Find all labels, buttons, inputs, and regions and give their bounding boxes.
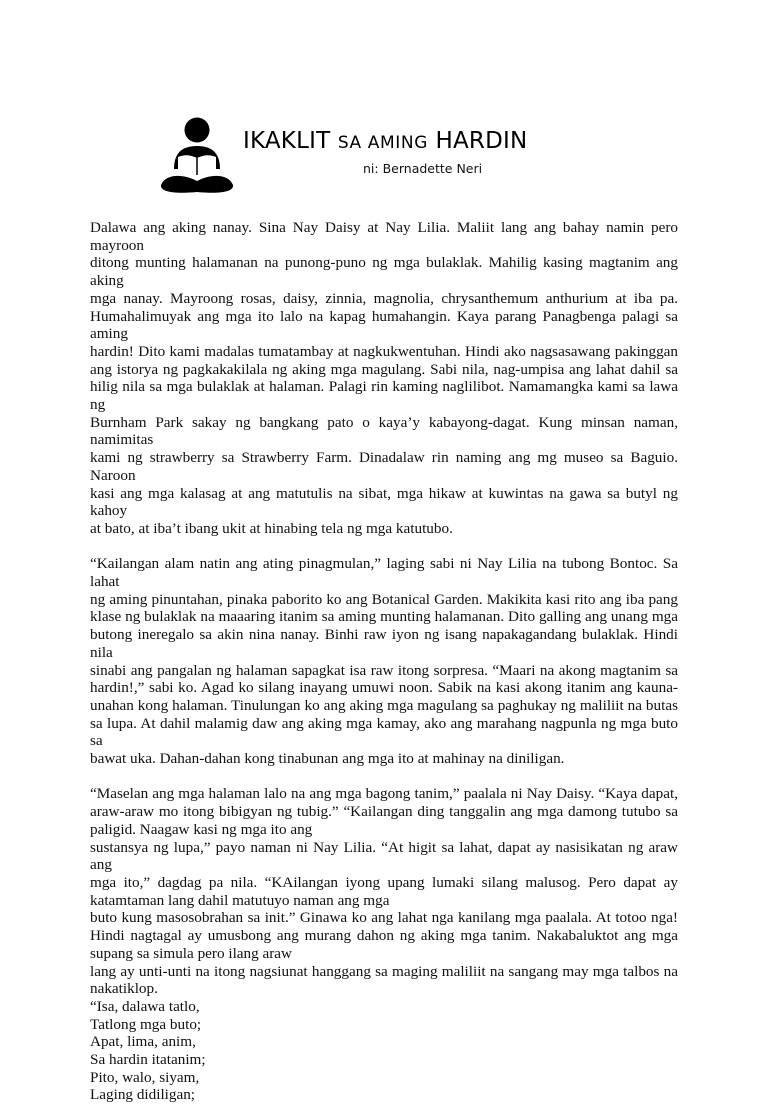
paragraph-line: buto kung masosobrahan sa init.” Ginawa ko ang lahat nga kanilang mga paalala. At totoo nga! xyxy=(90,909,678,927)
person-reading-book-icon xyxy=(160,117,234,195)
paragraph-line: ang istorya ng pagkakakilala ng aking mga magulang. Sabi nila, nag-umpisa ang lahat dahil sa xyxy=(90,360,678,378)
poem-line: Apat, lima, anim, xyxy=(90,1033,196,1051)
paragraph-line: sustansya ng lupa,” payo naman ni Nay Lilia. “At higit sa lahat, dapat ay nasisikatan ng araw ang xyxy=(90,838,678,874)
paragraph-line: araw-araw mo itong bibigyan ng tubig.” “Kailangan ding tanggalin ang mga damong tutubo sa xyxy=(90,803,678,821)
paragraph-line: Hindi nagtagal ay umusbong ang murang dahon ng aking mga tanim. Nakabaluktot ang mga xyxy=(90,927,678,945)
paragraph-line: at bato, at iba’t ibang ukit at hinabing tela ng mga katutubo. xyxy=(90,519,453,537)
paragraph-line: ng aming pinuntahan, pinaka paborito ko ang Botanical Garden. Makikita kasi rito ang iba pang xyxy=(90,590,678,608)
title-word-1: IKAKLIT xyxy=(243,128,331,154)
paragraph-line: Dalawa ang aking nanay. Sina Nay Daisy at Nay Lilia. Maliit lang ang bahay namin pero mayroon xyxy=(90,219,678,254)
paragraph-line: lang ay unti-unti na itong nagsiunat hanggang sa maging maliliit na sangang may mga talbos na xyxy=(90,962,678,980)
story-paragraph xyxy=(90,785,678,997)
title-word-2: HARDIN xyxy=(435,128,528,154)
paragraph-line: hardin!,” sabi ko. Agad ko silang inayang umuwi noon. Sabik na kasi akong itanim ang kauna- xyxy=(90,679,678,697)
paragraph-line: sa lupa. At dahil malamig daw ang aking mga kamay, ako ang marahang nagpunla ng mga buto sa xyxy=(90,714,678,750)
story-paragraph xyxy=(90,219,678,538)
paragraph-line: supang sa simula pero ilang araw xyxy=(90,944,293,962)
paragraph-line: hilig nila sa mga bulaklak at halaman. Palagi rin kaming naglilibot. Namamangka kami sa lawa ng xyxy=(90,378,678,414)
poem-line: Pito, walo, siyam, xyxy=(90,1068,200,1086)
story-body xyxy=(90,219,678,1104)
paragraph-line: ditong munting halamanan na punong-puno ng mga bulaklak. Mahilig kasing magtanim ang aking xyxy=(90,254,678,290)
paragraph-line: kasi ang mga kalasag at ang matutulis na sibat, mga hikaw at kuwintas na gawa sa butyl ng kahoy xyxy=(90,484,678,520)
author-byline: ni: Bernadette Neri xyxy=(363,161,483,176)
paragraph-line: unahan kong halaman. Tinulungan ko ang aking mga magulang sa paghukay ng maliliit na butas xyxy=(90,696,678,714)
paragraph-line: bawat uka. Dahan-dahan kong tinabunan ang mga ito at mahinay na diniligan. xyxy=(90,750,565,768)
paragraph-line: hardin! Dito kami madalas tumatambay at nagkukwentuhan. Hindi ako nagsasawang pakinggan xyxy=(90,342,678,360)
paragraph-line: klase ng bulaklak na maaaring itanim sa aming munting halamanan. Dito galling ang unang mga xyxy=(90,608,678,626)
paragraph-line: sinabi ang pangalan ng halaman sapagkat isa raw itong sorpresa. “Maari na akong magtanim sa xyxy=(90,661,678,679)
paragraph-line: mga nanay. Mayroong rosas, daisy, zinnia, magnolia, chrysanthemum anthurium at iba pa. xyxy=(90,289,678,307)
paragraph-line: mga ito,” dagdag pa nila. “KAilangan iyong upang lumaki silang malusog. Pero dapat ay xyxy=(90,873,678,891)
story-paragraph xyxy=(90,555,678,767)
paragraph-line: paligid. Naagaw kasi ng mga ito ang xyxy=(90,820,313,838)
paragraph-line: kami ng strawberry sa Strawberry Farm. Dinadalaw rin naming ang mg museo sa Baguio. Naroon xyxy=(90,449,678,484)
page-title xyxy=(243,126,663,158)
paragraph-line: nakatiklop. xyxy=(90,980,158,998)
title-small-words: SA AMING xyxy=(337,133,428,153)
poem-line: Laging didiligan; xyxy=(90,1086,196,1104)
paragraph-line: “Kailangan alam natin ang ating pinagmulan,” laging sabi ni Nay Lilia na tubong Bontoc. Sa lahat xyxy=(90,555,678,591)
paragraph-line: “Maselan ang mga halaman lalo na ang mga bagong tanim,” paalala ni Nay Daisy. “Kaya dapat, xyxy=(90,785,678,803)
poem-line: “Isa, dalawa tatlo, xyxy=(90,997,200,1015)
poem-line: Tatlong mga buto; xyxy=(90,1015,202,1033)
story-paragraphs xyxy=(90,219,678,998)
paragraph-line: Burnham Park sakay ng bangkang pato o kaya’y kabayong-dagat. Kung minsan naman, namimitas xyxy=(90,413,678,449)
poem xyxy=(90,998,678,1104)
poem-line: Sa hardin itatanim; xyxy=(90,1051,206,1069)
paragraph-line: katamtaman lang dahil matutuyo naman ang mga xyxy=(90,891,390,909)
paragraph-line: Humahalimuyak ang mga ito lalo na kapag humahangin. Kaya parang Panagbenga palagi sa aming xyxy=(90,307,678,343)
paragraph-line: butong ineregalo sa akin nina nanay. Binhi raw iyon ng isang napakagandang bulaklak. Hindi nila xyxy=(90,626,678,661)
